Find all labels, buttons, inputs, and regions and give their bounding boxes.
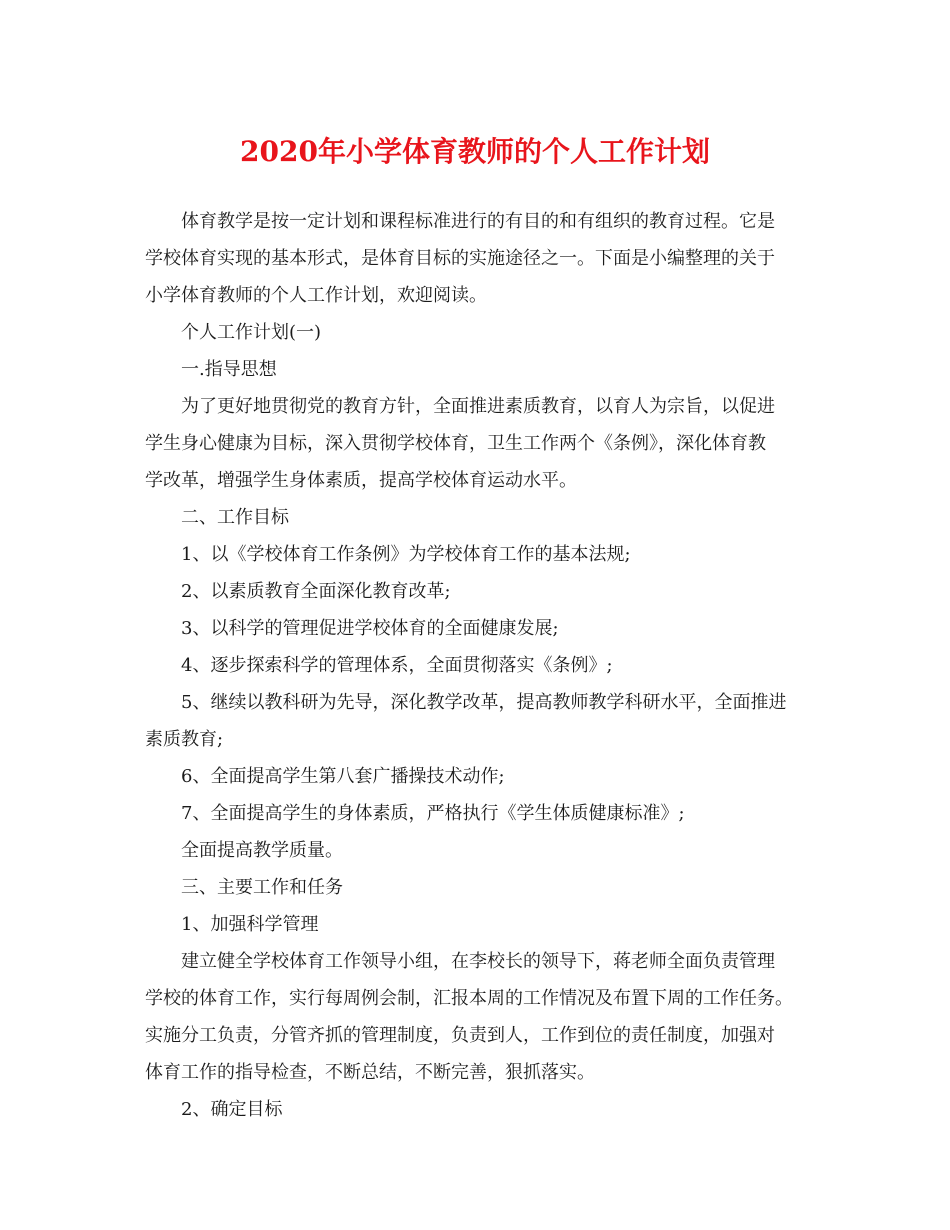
paragraph <box>145 795 810 832</box>
text-line: 5、继续以教科研为先导，深化教学改革，提高教师教学科研水平，全面推进 <box>181 692 787 713</box>
text-line: 素质教育; <box>145 729 224 750</box>
text-line: 小学体育教师的个人工作计划，欢迎阅读。 <box>145 285 487 306</box>
text-line: 学校的体育工作，实行每周例会制，汇报本周的工作情况及布置下周的工作任务。 <box>145 988 793 1009</box>
text-line: 建立健全学校体育工作领导小组，在李校长的领导下，蒋老师全面负责管理 <box>181 951 775 972</box>
paragraph <box>145 573 810 610</box>
text-line: 7、全面提高学生的身体素质，严格执行《学生体质健康标准》; <box>181 803 685 824</box>
text-line: 学生身心健康为目标，深入贯彻学校体育，卫生工作两个《条例》，深化体育教 <box>145 433 766 454</box>
paragraph <box>145 610 810 647</box>
text-line: 为了更好地贯彻党的教育方针，全面推进素质教育，以育人为宗旨，以促进 <box>181 396 775 417</box>
paragraph <box>145 832 810 869</box>
text-line: 一.指导思想 <box>181 359 277 380</box>
paragraph <box>145 869 810 906</box>
text-line: 3、以科学的管理促进学校体育的全面健康发展; <box>181 618 559 639</box>
text-line: 全面提高教学质量。 <box>181 840 343 861</box>
text-line: 学校体育实现的基本形式，是体育目标的实施途径之一。下面是小编整理的关于 <box>145 248 775 269</box>
text-line: 体育工作的指导检查，不断总结，不断完善，狠抓落实。 <box>145 1062 595 1083</box>
document-title: 2020年小学体育教师的个人工作计划 <box>240 135 710 168</box>
paragraph <box>145 203 810 314</box>
text-line: 4、逐步探索科学的管理体系，全面贯彻落实《条例》; <box>181 655 613 676</box>
paragraph <box>145 388 810 499</box>
paragraph <box>145 351 810 388</box>
paragraph <box>145 684 810 758</box>
text-line: 1、以《学校体育工作条例》为学校体育工作的基本法规; <box>181 544 631 565</box>
text-line: 6、全面提高学生第八套广播操技术动作; <box>181 766 505 787</box>
text-line: 学改革，增强学生身体素质，提高学校体育运动水平。 <box>145 470 577 491</box>
paragraph <box>145 499 810 536</box>
paragraph <box>145 647 810 684</box>
paragraph <box>145 906 810 943</box>
text-line: 2、确定目标 <box>181 1099 283 1120</box>
document-body <box>145 203 810 1128</box>
paragraph <box>145 314 810 351</box>
paragraph <box>145 536 810 573</box>
text-line: 三、主要工作和任务 <box>181 877 343 898</box>
text-line: 1、加强科学管理 <box>181 914 319 935</box>
text-line: 个人工作计划(一) <box>181 322 322 343</box>
paragraph <box>145 1091 810 1128</box>
text-line: 体育教学是按一定计划和课程标准进行的有目的和有组织的教育过程。它是 <box>181 211 775 232</box>
text-line: 2、以素质教育全面深化教育改革; <box>181 581 451 602</box>
text-line: 实施分工负责，分管齐抓的管理制度，负责到人，工作到位的责任制度，加强对 <box>145 1025 775 1046</box>
paragraph <box>145 943 810 1091</box>
text-line: 二、工作目标 <box>181 507 289 528</box>
paragraph <box>145 758 810 795</box>
